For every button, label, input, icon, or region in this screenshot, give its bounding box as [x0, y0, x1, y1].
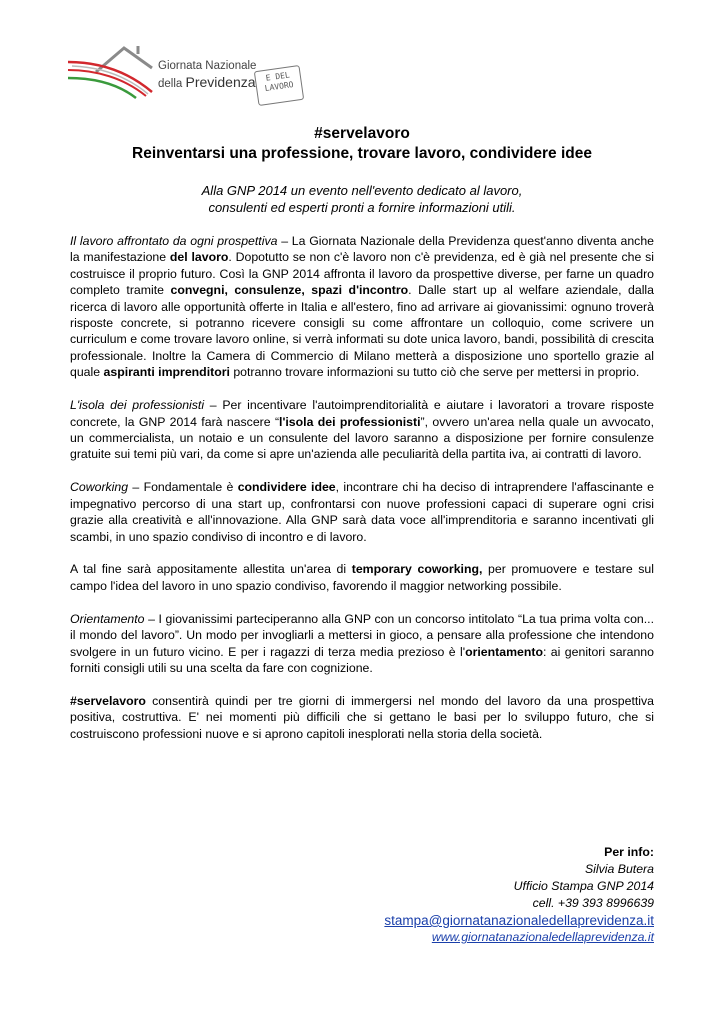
contact-info: [384, 844, 654, 946]
paragraph-lead: Il lavoro affrontato da ogni prospettiva: [70, 234, 278, 248]
article-body: [70, 233, 654, 759]
paragraph-text: . Dopotutto se non c'è lavoro non c'è previdenza, ed è già nel presente che si costruisce il proprio futuro. Così la GNP 2014 affronta il lavoro da prospettive diverse, per farne un quadro completo tramite: [70, 250, 654, 298]
title-headline: Reinventarsi una professione, trovare lavoro, condividere idee: [132, 145, 592, 162]
paragraph-professionals: [70, 397, 654, 463]
paragraph-text: – Fondamentale è: [128, 480, 238, 495]
subtitle-line-1: Alla GNP 2014 un evento nell'evento dedicato al lavoro,: [201, 183, 523, 198]
paragraph-bold: aspiranti imprenditori: [103, 365, 230, 380]
logo-line-2a: della: [158, 78, 186, 90]
paragraph-text: . Dalle start up al welfare aziendale, dalla ricerca di lavoro alle opportunità offerte in Italia e all'estero, fino ad arrivare ai giovanissimi: ognuno troverà risposte concrete, si potranno ricevere consigli su come affrontare un colloquio, come scrivere un curriculum e come trovare lavoro online, si verrà informati su dote unica lavoro, bandi, possibilità di crescita professionale. Inoltre la Camera di Commercio di Milano metterà a disposizione uno sportello grazie al quale: [70, 283, 655, 380]
logo-house-icon: [66, 40, 166, 100]
paragraph-temporary-coworking: [70, 561, 654, 594]
paragraph-bold: orientamento: [465, 644, 543, 659]
contact-name: Silvia Butera: [584, 862, 654, 876]
paragraph-text: – La Giornata Nazionale della Previdenza quest'anno diventa anche la manifestazione: [70, 234, 655, 265]
logo-roof: [96, 48, 152, 72]
paragraph-bold: l'isola dei professionisti: [279, 414, 421, 429]
logo-line-2: [158, 74, 256, 90]
paragraph-bold: del lavoro: [169, 250, 229, 265]
logo: [66, 40, 312, 122]
contact-heading: Per info:: [604, 845, 654, 859]
paragraph-text: – Per incentivare l'autoimprenditorialità e aiutare i lavoratori a trovare risposte concrete, la GNP 2014 farà nascere “: [70, 398, 655, 429]
paragraph-bold: temporary coworking,: [351, 562, 483, 577]
contact-office: Ufficio Stampa GNP 2014: [513, 879, 654, 893]
paragraph-work: [70, 233, 654, 381]
logo-line-2b: Previdenza: [185, 74, 256, 90]
paragraph-text: ”, ovvero un'area nella quale un avvocato, un commercialista, un notaio e un consulente del lavoro saranno a disposizione per fornire consulenze gratuite sui temi più vari, da come si apre un'azienda alle peculiarità della partita iva, ai contratti di lavoro.: [70, 414, 655, 462]
contact-email-link[interactable]: stampa@giornatanazionaledellaprevidenza.it: [384, 913, 654, 928]
logo-badge: [254, 65, 304, 106]
logo-badge-line-1: E DEL: [265, 70, 291, 83]
logo-badge-line-2: LAVORO: [264, 80, 295, 93]
paragraph-bold: #servelavoro: [70, 693, 146, 708]
paragraph-bold: convegni, consulenze, spazi d'incontro: [170, 283, 409, 298]
paragraph-orientation: [70, 611, 654, 677]
logo-green-swoosh: [68, 78, 136, 98]
paragraph-text: consentirà quindi per tre giorni di immergersi nel mondo del lavoro da una prospettiva positiva, costruttiva. E' nei momenti più difficili che si gettano le basi per lo sviluppo futuro, che si costruiscono professioni nuove e si aprono capitoli inesplorati nella storia della società.: [70, 693, 654, 741]
paragraph-lead: Coworking: [70, 480, 129, 495]
subtitle-line-2: consulenti ed esperti pronti a fornire informazioni utili.: [208, 200, 516, 215]
logo-line-1: Giornata Nazionale: [158, 60, 257, 72]
paragraph-lead: L'isola dei professionisti: [70, 398, 205, 413]
paragraph-text: , incontrare chi ha deciso di intraprendere l'affascinante e impegnativo percorso di una start up, confrontarsi con nuove professioni capaci di superare ogni crisi grazie alla creatività e all'innovazione. Alla GNP sarà data voce all'imprenditoria e saranno incentivati gli scambi, in uno spazio condiviso di incontro e di lavoro.: [70, 480, 654, 544]
title-hashtag: #servelavoro: [314, 125, 410, 142]
paragraph-coworking: [70, 479, 654, 545]
contact-website-link[interactable]: www.giornatanazionaledellaprevidenza.it: [431, 930, 654, 944]
paragraph-text: potranno trovare informazioni su tutto ciò che serve per mettersi in proprio.: [229, 365, 640, 380]
paragraph-text: A tal fine sarà appositamente allestita un'area di: [70, 562, 352, 577]
paragraph-bold: condividere idee: [237, 480, 336, 495]
paragraph-text: – I giovanissimi parteciperanno alla GNP con un concorso intitolato “La tua prima volta con... il mondo del lavoro”. Un modo per invogliarli a mettersi in gioco, a pensare alla professione che intendono svolgere in un futuro vicino. E per i ragazzi di terza media prezioso è l': [70, 611, 654, 659]
contact-phone: cell. +39 393 8996639: [532, 896, 654, 910]
paragraph-lead: Orientamento: [70, 611, 145, 626]
paragraph-text: : ai genitori saranno forniti consigli utili su una scelta da fare con cognizione.: [70, 644, 654, 675]
paragraph-conclusion: [70, 693, 654, 742]
paragraph-text: per promuovere e testare sul campo l'idea del lavoro in uno spazio condiviso, favorendo il maggior networking possibile.: [70, 562, 655, 593]
